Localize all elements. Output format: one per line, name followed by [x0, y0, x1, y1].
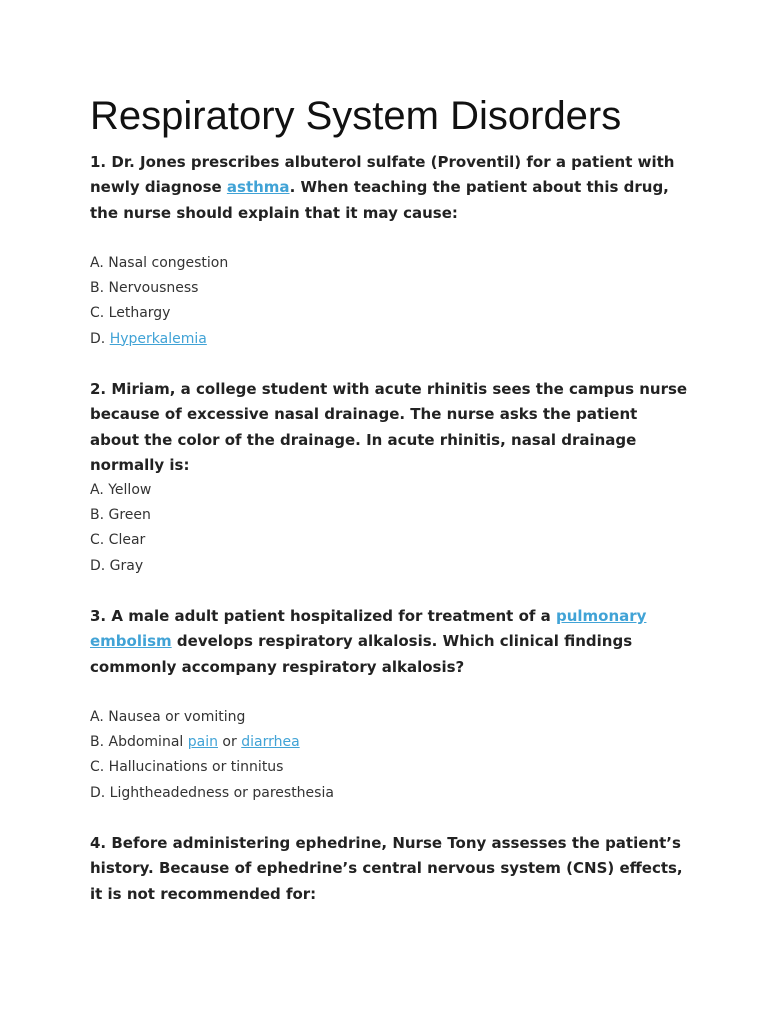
- question-text: Dr. Jones prescribes albuterol sulfate (Proventil) for a patient with newly diagnose: [90, 153, 675, 197]
- option-b: B. Nervousness: [90, 280, 199, 297]
- option-b-mid: or: [217, 734, 242, 751]
- question-number: 1.: [90, 153, 107, 171]
- question-text: . When teaching the patient about this drug, the nurse should explain that it may cause:: [90, 178, 669, 222]
- asthma-link[interactable]: asthma: [226, 178, 290, 197]
- option-b: B. Green: [90, 507, 151, 524]
- question-text: A male adult patient hospitalized for treatment of a: [111, 607, 556, 625]
- question-4: [90, 831, 690, 907]
- question-3: [90, 604, 690, 680]
- option-a: A. Nausea or vomiting: [90, 709, 246, 725]
- option-d: [90, 327, 228, 352]
- question-number: 3.: [90, 607, 107, 625]
- question-3-options: [90, 705, 334, 806]
- option-d: D. Lightheadedness or paresthesia: [90, 784, 334, 801]
- page-title: Respiratory System Disorders: [90, 94, 622, 138]
- question-text: Before administering ephedrine, Nurse Tony assesses the patient’s history. Because of ephedrine’s central nervous system (CNS) effects, it is not recommended for:: [90, 834, 683, 903]
- option-c: C. Hallucinations or tinnitus: [90, 759, 284, 776]
- pain-link[interactable]: pain: [187, 734, 218, 751]
- diarrhea-link[interactable]: diarrhea: [241, 734, 300, 751]
- option-c: C. Lethargy: [90, 305, 171, 322]
- question-1-options: [90, 251, 228, 352]
- question-text: Miriam, a college student with acute rhinitis sees the campus nurse because of excessive nasal drainage. The nurse asks the patient about the color of the drainage. In acute rhinitis, nasal drainage normally is:: [90, 380, 688, 474]
- question-text: develops respiratory alkalosis. Which clinical findings commonly accompany respiratory alkalosis?: [90, 632, 633, 676]
- hyperkalemia-link[interactable]: Hyperkalemia: [109, 330, 207, 347]
- option-a: A. Nasal congestion: [90, 255, 229, 271]
- option-c: C. Clear: [90, 532, 146, 549]
- option-b: [90, 730, 334, 755]
- option-d: D. Gray: [90, 557, 144, 574]
- option-b-prefix: B. Abdominal: [90, 734, 188, 751]
- question-number: 2.: [90, 380, 107, 398]
- option-a: A. Yellow: [90, 482, 152, 498]
- question-2: [90, 377, 690, 478]
- question-number: 4.: [90, 834, 107, 852]
- question-2-options: [90, 478, 151, 579]
- pulmonary-embolism-link[interactable]: pulmonary embolism: [90, 607, 647, 651]
- question-1: [90, 150, 690, 226]
- option-d-prefix: D.: [90, 330, 110, 347]
